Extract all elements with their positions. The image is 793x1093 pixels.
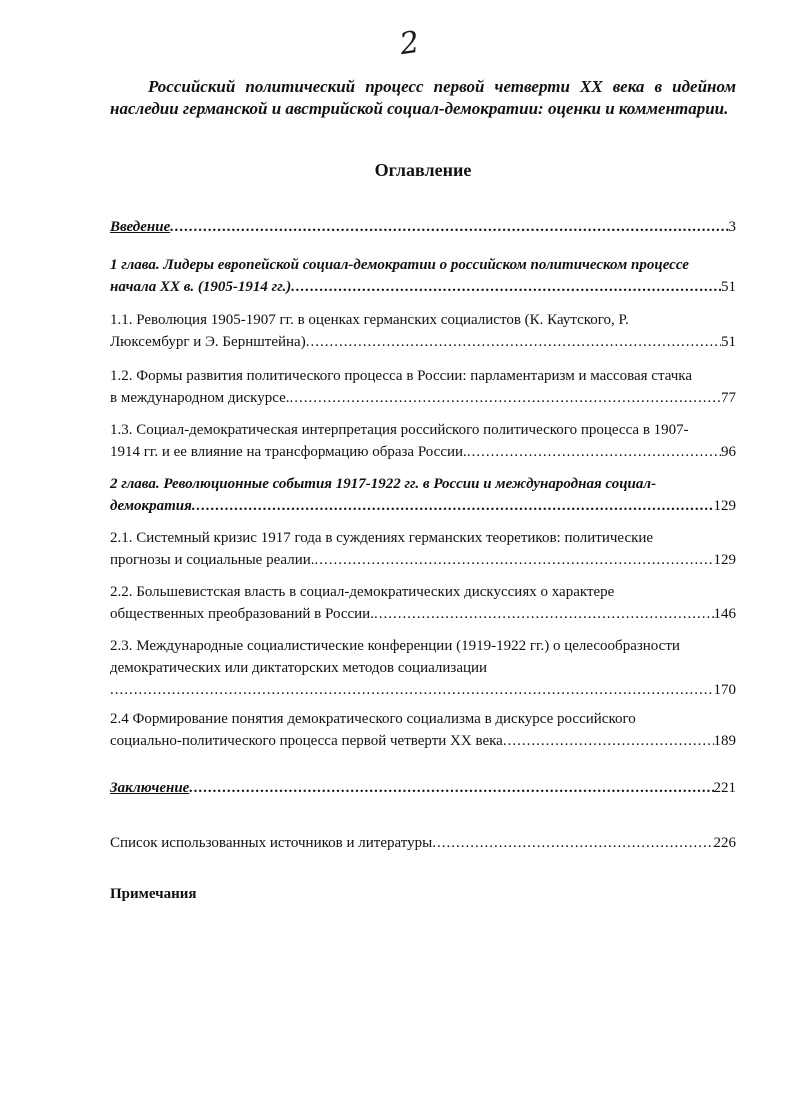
toc-entry-conclusion: [110, 777, 736, 799]
toc-entry-label-cont: демократических или диктаторских методов социализации: [110, 660, 488, 676]
dot-leader: [315, 549, 714, 571]
toc-entry-label: 2 глава. Революционные события 1917-1922 гг. в России и международная социал-: [110, 476, 657, 492]
toc-entry-label-cont: общественных преобразований в России.: [110, 606, 374, 622]
toc-entry-section-2-4: [110, 708, 736, 752]
toc-entry-label-cont: начала XX в. (1905-1914 гг.): [110, 279, 292, 295]
toc-entry-label-cont: прогнозы и социальные реалии.: [110, 552, 315, 568]
toc-entry-chapter-2: [110, 473, 736, 517]
dot-leader: [291, 276, 721, 298]
dot-leader: [374, 603, 714, 625]
notes-heading: Примечания: [110, 886, 197, 902]
toc-entry-label: 1.3. Социал-демократическая интерпретация российского политического процесса в 1907-: [110, 422, 689, 438]
toc-entry-bibliography: [110, 832, 736, 854]
toc-entry-label-cont: в международном дискурсе.: [110, 390, 290, 406]
toc-entry-page: 51: [721, 334, 736, 350]
toc-entry-label-cont: демократия: [110, 498, 192, 514]
dot-leader: [192, 495, 714, 517]
toc-entry-label: Заключение: [110, 780, 190, 796]
handwritten-page-number: 2: [397, 24, 422, 63]
toc-entry-label: Введение: [110, 219, 171, 235]
toc-entry-page: 189: [713, 733, 736, 749]
toc-entry-label: Список использованных источников и литературы: [110, 835, 433, 851]
toc-entry-section-2-3: [110, 635, 736, 701]
toc-entry-page: 170: [713, 682, 736, 698]
toc-entry-introduction: [110, 216, 736, 238]
toc-entry-page: 129: [713, 552, 736, 568]
dot-leader: [110, 679, 714, 701]
toc-entry-label: 2.3. Международные социалистические конференции (1919-1922 гг.) о целесообразности: [110, 638, 680, 654]
toc-entry-page: 221: [713, 780, 736, 796]
toc-entry-label-cont: социально-политического процесса первой четверти XX века: [110, 733, 503, 749]
toc-entry-page: 146: [713, 606, 736, 622]
toc-entry-page: 226: [713, 835, 736, 851]
dot-leader: [432, 832, 713, 854]
toc-heading: Оглавление: [374, 160, 472, 180]
dot-leader: [170, 216, 728, 238]
toc-entry-page: 3: [728, 219, 736, 235]
toc-entry-section-1-3: [110, 419, 736, 463]
toc-entry-label-cont: Люксембург и Э. Бернштейна): [110, 334, 306, 350]
toc-entry-label: 1.2. Формы развития политического процесса в России: парламентаризм и массовая стачка: [110, 368, 693, 384]
dot-leader: [189, 777, 713, 799]
dot-leader: [290, 387, 722, 409]
toc-entry-chapter-1: [110, 254, 736, 298]
dot-leader: [306, 331, 721, 353]
toc-entry-page: 96: [721, 444, 736, 460]
document-title: Российский политический процесс первой четверти XX века в идейном наследии германской и австрийской социал-демократии: оценки и комментарии.: [110, 77, 736, 118]
toc-entry-page: 77: [721, 390, 736, 406]
toc-entry-label-cont: 1914 гг. и ее влияние на трансформацию образа России.: [110, 444, 467, 460]
toc-entry-section-1-1: [110, 309, 736, 353]
toc-entry-section-2-2: [110, 581, 736, 625]
dot-leader: [503, 730, 714, 752]
toc-entry-label: 2.1. Системный кризис 1917 года в суждениях германских теоретиков: политические: [110, 530, 654, 546]
toc-entry-label: 2.2. Большевистская власть в социал-демократических дискуссиях о характере: [110, 584, 615, 600]
dot-leader: [467, 441, 721, 463]
toc-entry-label: 1.1. Революция 1905-1907 гг. в оценках германских социалистов (К. Каутского, Р.: [110, 312, 629, 328]
toc-entry-page: 129: [713, 498, 736, 514]
toc-entry-label: 1 глава. Лидеры европейской социал-демократии о российском политическом процессе: [110, 257, 689, 273]
toc-entry-section-1-2: [110, 365, 736, 409]
toc-entry-label: 2.4 Формирование понятия демократического социализма в дискурсе российского: [110, 711, 636, 727]
toc-entry-page: 51: [721, 279, 736, 295]
toc-entry-section-2-1: [110, 527, 736, 571]
